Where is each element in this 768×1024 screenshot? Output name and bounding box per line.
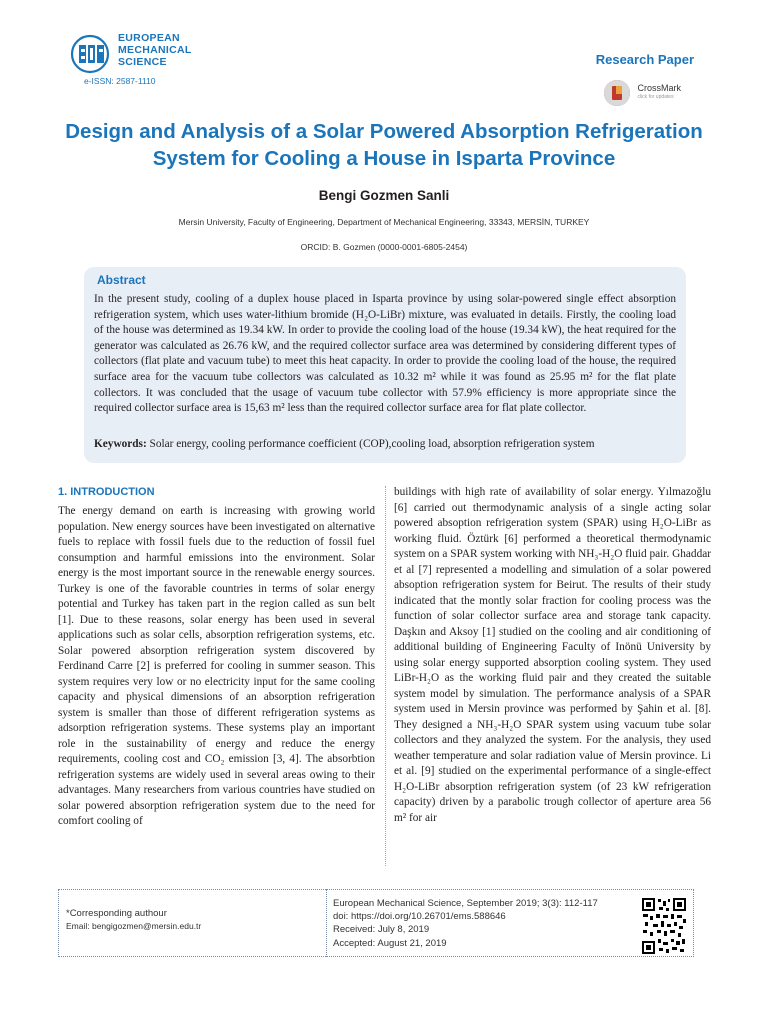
journal-name [118,32,192,68]
paper-type: Research Paper [595,52,694,67]
footer-divider [326,889,327,957]
orcid: ORCID: B. Gozmen (0000-0001-6805-2454) [300,242,468,252]
left-column-text: The energy demand on earth is increasing with growing world population. New energy sources have been investigated on alternative fuels to replace with fossil fuels due to the reduction of fossil fuel consumption and harmful emissions into the environment. Solar energy is the most important source in the renewable energy sources. Turkey is one of the favorable countries in terms of solar energy potential and Turkey has taken part in the region called as sun belt [1]. Due to these reasons, solar energy has been used in several applications such as solar cells, absorption refrigeration systems, etc. Solar powered absorption refrigeration system discovered by Ferdinand Carre [2] is preferred for cooling in summer season. This system requires very low or no electricity input for the same cooling capacity and physical dimensions of an absorption refrigeration system is smaller than those of different refrigeration systems as adsorption refrigeration systems. These systems play an important role in the sustainability of energy and reduce the energy requirements, cooling cost and CO₂ emission [3, 4]. The absorbtion refrigeration systems are widely used in several areas owing to their advantages. Many researchers from various countries have studied on solar powered absorption refrigeration system due to the need for comfort cooling of [58,505,375,827]
keywords [94,438,676,450]
qr-code-icon [641,897,687,955]
crossmark-sub: click for updates [637,94,674,100]
journal-name-line2: MECHANICAL [118,44,192,56]
citation: European Mechanical Science, September 2019; 3(3): 112-117 [333,898,598,909]
keywords-text: Solar energy, cooling performance coefficient (COP),cooling load, absorption refrigeration system [146,438,595,450]
right-column-text: buildings with high rate of availability of solar energy. Yılmazoğlu [6] carried out thermodynamic analysis of a single acting solar powered absoption refrigeration system (SPAR) using H₂O-LiBr as working fluid. Öztürk [6] performed a theoretical thermodynamic system on a SPAR system working with NH₃-H₂O fluid pair. Ghaddar et al [7] represented a modelling and simulation of a solar powered absoption refrigeration system for Beirut. The results of their study indicated that the montly solar fraction for cooling process was the function of solar collector surface area and storage tank capacity. Daşkın and Aksoy [1] studied on the cooling and air conditioning of additional building of Engineering Faculty of Inönü University by using solar energy supported absorption cooling system. They used LiBr-H₂O as the working fluid pair and they created the suitable system model by simulation. The performance analysis of a SPAR system used in Mersin province was performed by Şahin et al. [8]. They designed a NH₃-H₂O SPAR system using vacuum tube solar collectors and they analyzed the system. For the analysis, they used weather temperature and solar radiation value of Mersin province. Li et al. [9] studied on the experimental performance of a single-effect H₂O-LiBr absorption refrigeration system (of 23 kW refrigeration capacity) driven by a parabolic trough collector of aperture area 56 m² for air [394,486,711,824]
citation-block [333,897,643,950]
abstract-text: In the present study, cooling of a duplex house placed in Isparta province by using solar-powered single effect absorption refrigeration system, which uses water-lithium bromide (H₂O-LiBr) mixture, was evaluated in details. Firstly, the cooling load of the house was determined as 19.34 kW. In order to provide the cooling load of the house (19.34 kW), the heat required for the generator was calculated as 26.76 kW, and the required collector surface area was determined by considering different types of collectors (flat plate and vacuum tube) to meet this heat capacity. In order to provide the cooling load of the house, the required surface area for the vacuum tube collectors was calculated as 10.32 m² while it was found as 25.95 m² for the flat plate collectors. It was concluded that the usage of vacuum tube collector with 57.9% efficiency is more appropriate since the required collector surface area is 15,63 m² less than the required collector surface area for flat plate collector. [94,293,676,415]
corresponding-email[interactable]: Email: bengigozmen@mersin.edu.tr [66,921,202,931]
author-name: Bengi Gozmen Sanli [318,188,450,203]
received-date: Received: July 8, 2019 [333,924,430,936]
crossmark-label: CrossMark [637,83,681,93]
title-line1: Design and Analysis of a Solar Powered Absorption Refrigeration [65,120,703,143]
journal-name-line3: SCIENCE [118,56,167,68]
eissn: e-ISSN: 2587-1110 [84,76,156,86]
keywords-label: Keywords: [94,438,147,450]
journal-logo-icon [70,34,114,74]
accepted-date: Accepted: August 21, 2019 [333,937,447,949]
corresponding-author-label: *Corresponding authour [66,908,167,919]
doi-link[interactable]: doi: https://doi.org/10.26701/ems.588646 [333,911,506,923]
section-heading-introduction: 1. INTRODUCTION [58,486,155,498]
affiliation: Mersin University, Faculty of Engineering, Department of Mechanical Engineering, 33343, MERSİN, TURKEY [178,217,590,227]
crossmark-icon [604,80,630,106]
column-divider [385,486,386,866]
journal-name-line1: EUROPEAN [118,32,180,44]
crossmark-badge[interactable] [604,80,694,108]
abstract-heading: Abstract [97,273,146,287]
title-line2: System for Cooling a House in Isparta Province [152,147,616,170]
paper-title [40,118,728,172]
